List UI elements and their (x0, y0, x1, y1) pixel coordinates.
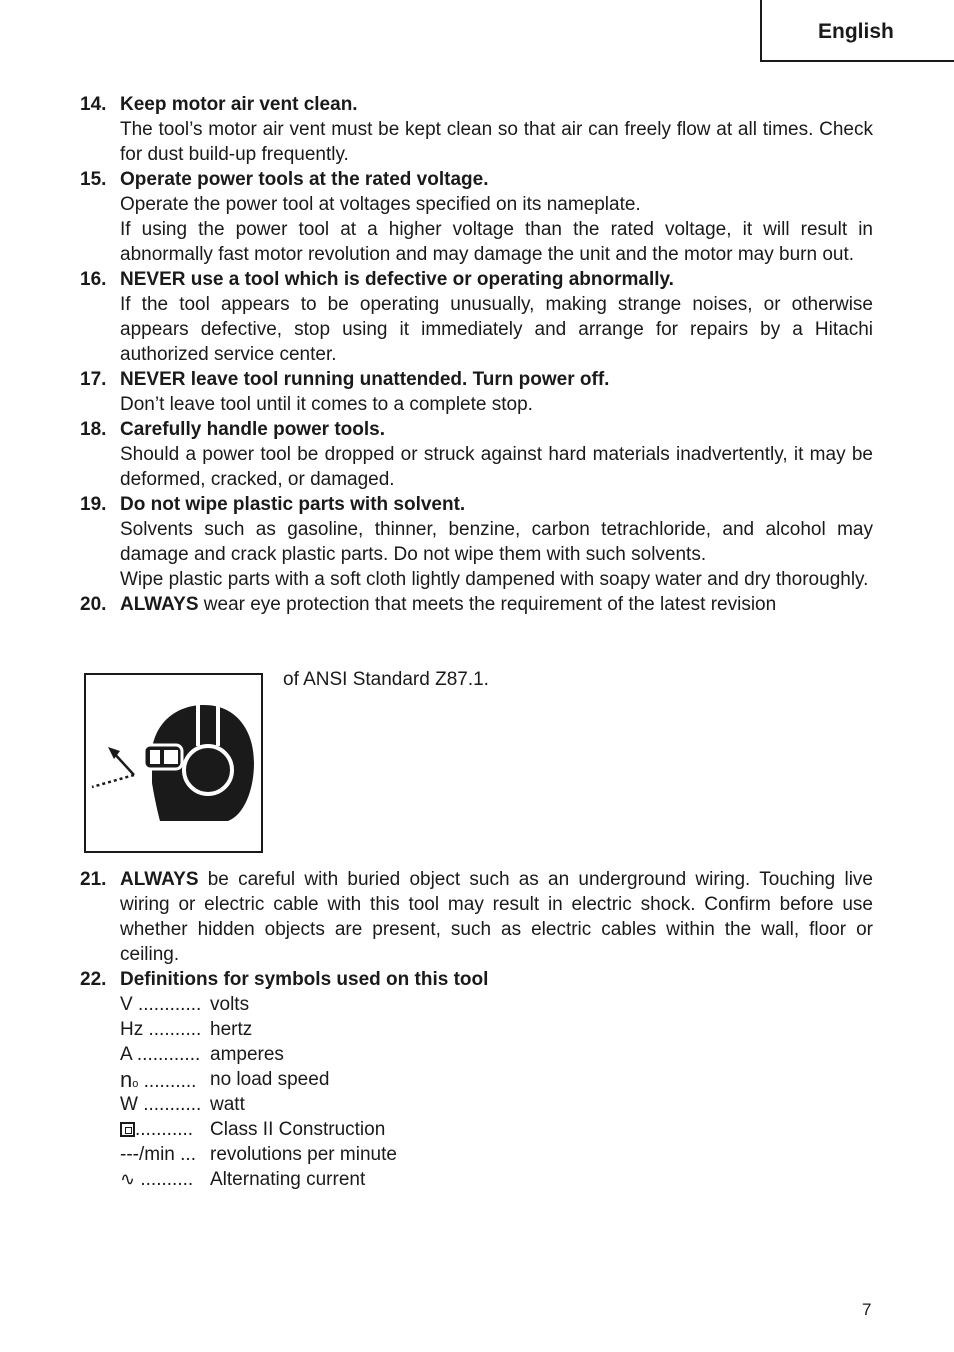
symbol-key-text: Hz .......... (120, 1019, 202, 1040)
item-title: Carefully handle power tools. (120, 419, 385, 440)
item-21 (80, 867, 873, 967)
item-title: Operate power tools at the rated voltage. (120, 169, 489, 190)
item-21-text (120, 867, 873, 967)
symbol-value: Alternating current (210, 1169, 366, 1190)
item-paragraph: Don’t leave tool until it comes to a complete stop. (120, 394, 533, 415)
item-paragraph: Solvents such as gasoline, thinner, benzine, carbon tetrachloride, and alcohol may damage and crack plastic parts. Do not wipe them with such solvents. (120, 519, 873, 565)
symbol-row (120, 1142, 873, 1167)
symbol-key-text: V ............ (120, 994, 202, 1015)
item-paragraph: Operate the power tool at voltages specified on its nameplate. (120, 194, 641, 215)
item-paragraph: The tool’s motor air vent must be kept clean so that air can freely flow at all times. Check for dust build-up frequently. (120, 119, 873, 165)
item-20 (80, 592, 873, 617)
item-number: 21. (80, 869, 107, 890)
item-number: 14. (80, 94, 107, 115)
item-paragraph: If the tool appears to be operating unusually, making strange noises, or otherwise appears defective, stop using it immediately and arrange for repairs by a Hitachi authorized service center. (120, 294, 873, 365)
item-21-body: be careful with buried object such as an underground wiring. Touching live wiring or electric cable with this tool may result in electric shock. Confirm before use whether hidden objects are present, such as electric cables within the wall, floor or ceiling. (120, 869, 873, 965)
symbol-key (120, 1117, 210, 1142)
symbol-key (120, 1142, 210, 1167)
page-number: 7 (862, 1300, 872, 1319)
symbol-row (120, 1042, 873, 1067)
ac-icon: ∿ (120, 1169, 136, 1189)
symbol-key (120, 1092, 210, 1117)
symbol-sub: o (132, 1078, 139, 1090)
symbol-row (120, 1092, 873, 1117)
symbol-value: volts (210, 994, 250, 1015)
symbol-value: revolutions per minute (210, 1144, 397, 1165)
symbol-value: amperes (210, 1044, 284, 1065)
item-number: 16. (80, 269, 107, 290)
item-number: 19. (80, 494, 107, 515)
item-20-body: wear eye protection that meets the requirement of the latest revision (198, 594, 777, 615)
symbol-row (120, 1067, 873, 1092)
symbol-row (120, 992, 873, 1017)
symbol-row (120, 1017, 873, 1042)
symbol-value: hertz (210, 1019, 253, 1040)
symbol-key (120, 992, 210, 1017)
symbol-key (120, 1017, 210, 1042)
symbol-key (120, 1067, 210, 1092)
item-paragraph: Should a power tool be dropped or struck against hard materials inadvertently, it may be deformed, cracked, or damaged. (120, 444, 873, 490)
item-number: 17. (80, 369, 107, 390)
symbol-key (120, 1042, 210, 1067)
item-number: 20. (80, 594, 107, 615)
symbol-key-text: A ............ (120, 1044, 201, 1065)
eye-protection-icon-frame (84, 673, 263, 853)
item-17 (80, 367, 873, 417)
item-title: Keep motor air vent clean. (120, 94, 358, 115)
symbol-row (120, 1117, 873, 1142)
item-title: Do not wipe plastic parts with solvent. (120, 494, 466, 515)
symbol-key-text: W ........... (120, 1094, 202, 1115)
item-title: Definitions for symbols used on this tool (120, 969, 489, 990)
item-20-continuation: of ANSI Standard Z87.1. (283, 669, 489, 690)
item-20-lead: ALWAYS (120, 594, 199, 615)
symbol-value: watt (210, 1094, 245, 1115)
item-number: 18. (80, 419, 107, 440)
item-number: 22. (80, 969, 107, 990)
symbol-value: Class II Construction (210, 1119, 386, 1140)
symbol-key-text: ---/min ... (120, 1144, 196, 1165)
item-15 (80, 167, 873, 267)
class-ii-icon (120, 1122, 135, 1137)
item-title: NEVER leave tool running unattended. Turn power off. (120, 369, 610, 390)
item-22 (80, 967, 873, 1192)
item-paragraph: If using the power tool at a higher voltage than the rated voltage, it will result in abnormally fast motor revolution and may damage the unit and the motor may burn out. (120, 219, 873, 265)
symbol-key-text: .......... (135, 1169, 194, 1190)
later-items (80, 867, 873, 1192)
item-title: NEVER use a tool which is defective or operating abnormally. (120, 269, 674, 290)
symbol-dots: .......... (138, 1071, 197, 1092)
safety-instructions (80, 92, 873, 617)
symbol-key (120, 1167, 210, 1192)
item-18 (80, 417, 873, 492)
symbol-value: no load speed (210, 1069, 330, 1090)
language-tab (760, 0, 954, 62)
symbol-row (120, 1167, 873, 1192)
item-20-text (120, 592, 873, 617)
item-14 (80, 92, 873, 167)
item-16 (80, 267, 873, 367)
language-label: English (818, 20, 894, 43)
symbol-n: n (120, 1067, 133, 1092)
symbol-key-text: ........... (135, 1119, 194, 1140)
eye-protection-icon (86, 675, 261, 851)
item-19 (80, 492, 873, 592)
item-number: 15. (80, 169, 107, 190)
item-21-lead: ALWAYS (120, 869, 199, 890)
item-paragraph: Wipe plastic parts with a soft cloth lightly dampened with soapy water and dry thoroughly. (120, 569, 869, 590)
